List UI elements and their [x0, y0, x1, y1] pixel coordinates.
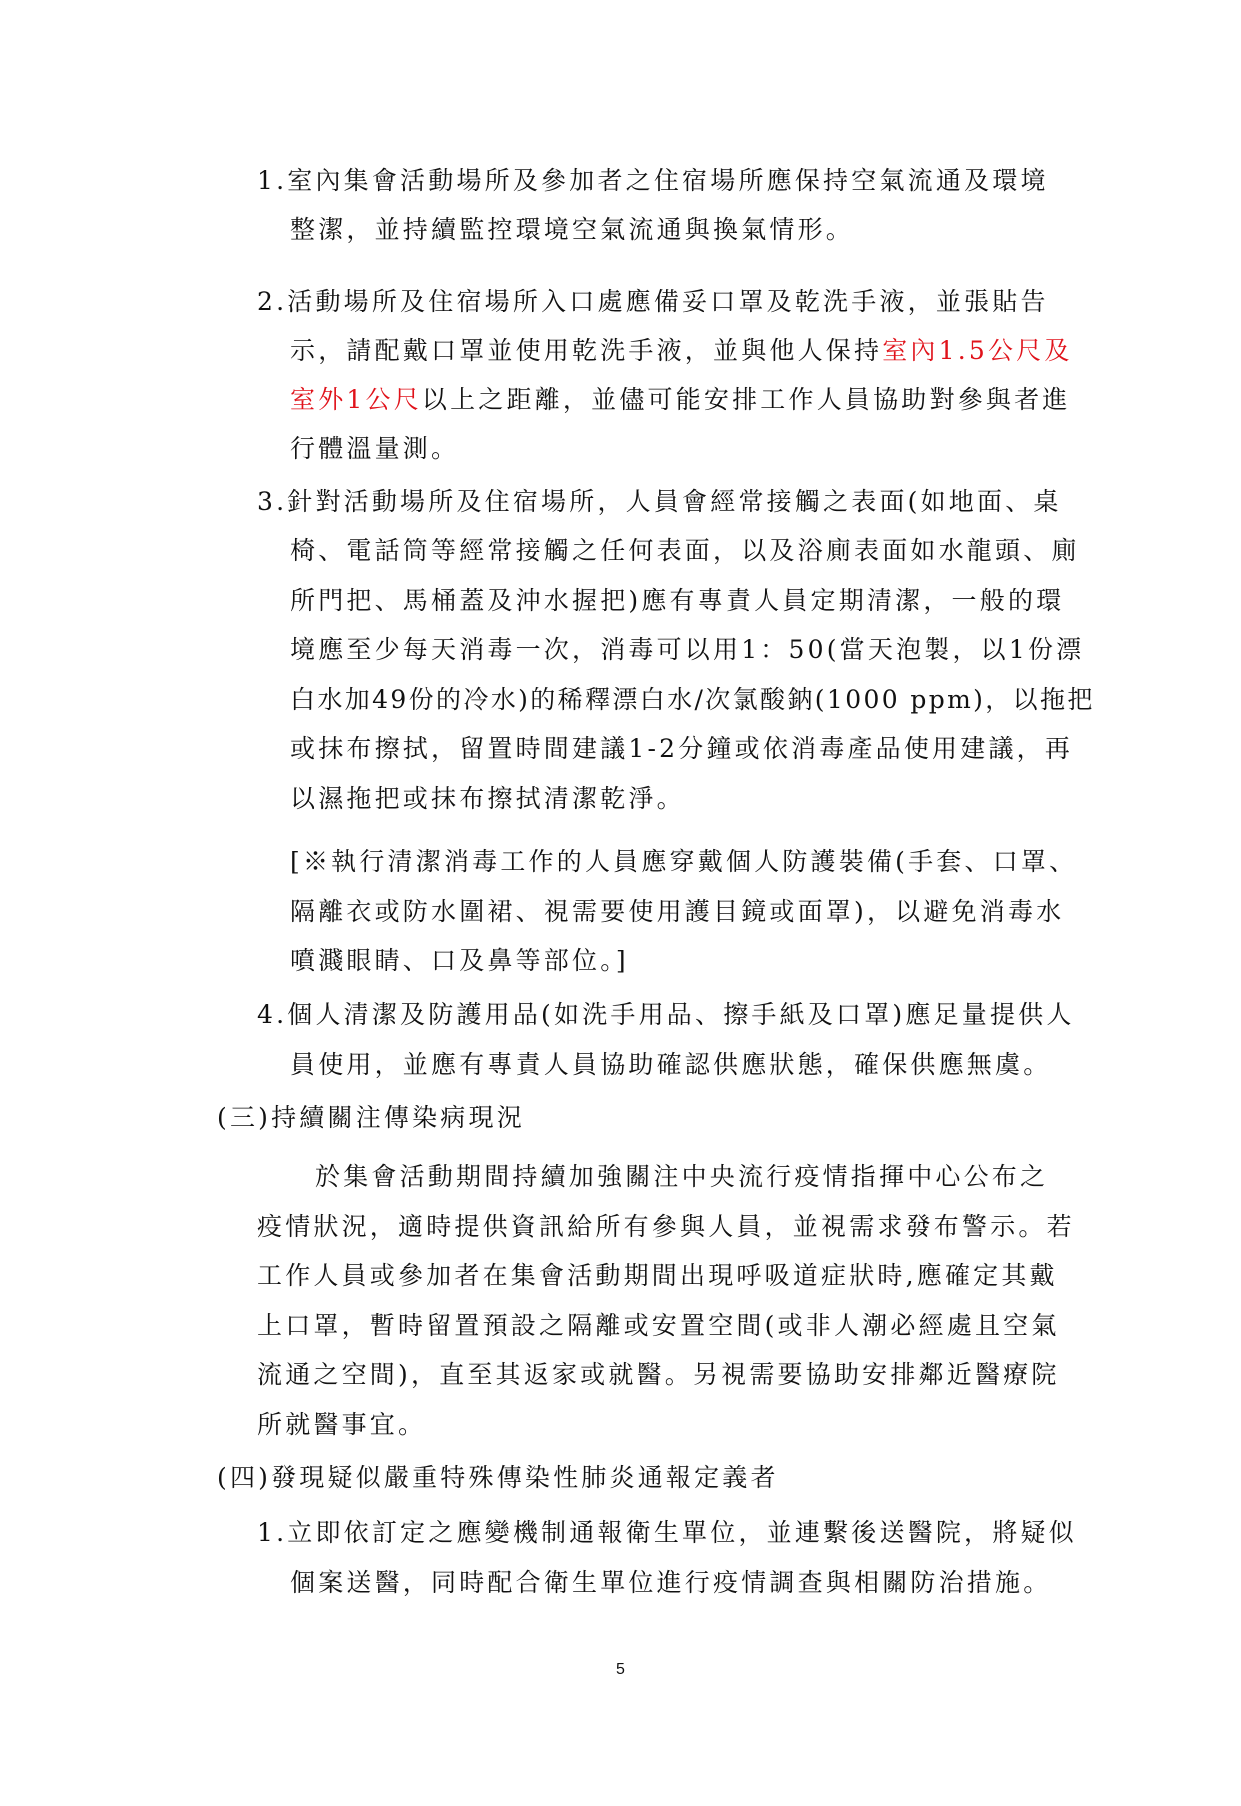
- distance-indoor-highlight: 室內1.5公尺及: [882, 336, 1073, 365]
- section-3-para-line-6: 所就醫事宜。: [257, 1410, 427, 1439]
- item-1-line-1: 1.室內集會活動場所及參加者之住宿場所應保持空氣流通及環境: [257, 166, 1049, 195]
- item-3-line-5: 白水加49份的冷水)的稀釋漂白水/次氯酸鈉(1000 ppm)，以拖把: [290, 685, 1095, 714]
- note-line-1: [※執行清潔消毒工作的人員應穿戴個人防護裝備(手套、口罩、: [290, 847, 1078, 876]
- item-3-line-6: 或抹布擦拭，留置時間建議1-2分鐘或依消毒產品使用建議，再: [290, 734, 1074, 763]
- item-3-line-2: 椅、電話筒等經常接觸之任何表面，以及浴廁表面如水龍頭、廁: [290, 536, 1080, 565]
- note-line-2: 隔離衣或防水圍裙、視需要使用護目鏡或面罩)，以避免消毒水: [290, 897, 1065, 926]
- item-2-line-4: 行體溫量測。: [290, 434, 460, 463]
- item-3-line-7: 以濕拖把或抹布擦拭清潔乾淨。: [290, 784, 685, 813]
- item-3-line-4: 境應至少每天消毒一次，消毒可以用1：50(當天泡製，以1份漂: [290, 635, 1085, 664]
- section-3-para-line-3: 工作人員或參加者在集會活動期間出現呼吸道症狀時,應確定其戴: [257, 1261, 1058, 1290]
- section-3-heading: (三)持續關注傳染病現況: [217, 1103, 525, 1132]
- item-2-line-1: 2.活動場所及住宿場所入口處應備妥口罩及乾洗手液，並張貼告: [257, 287, 1049, 316]
- item-3-line-3: 所門把、馬桶蓋及沖水握把)應有專責人員定期清潔，一般的環: [290, 586, 1065, 615]
- item-4-line-2: 員使用，並應有專責人員協助確認供應狀態，確保供應無虞。: [290, 1050, 1052, 1079]
- item-3-line-1: 3.針對活動場所及住宿場所，人員會經常接觸之表面(如地面、桌: [257, 487, 1062, 516]
- item-2-text: 示，請配戴口罩並使用乾洗手液，並與他人保持: [290, 336, 883, 365]
- note-line-3: 噴濺眼睛、口及鼻等部位。]: [290, 946, 629, 975]
- item-4-line-1: 4.個人清潔及防護用品(如洗手用品、擦手紙及口罩)應足量提供人: [257, 1000, 1075, 1029]
- item-2-line-3: [290, 380, 1071, 420]
- section-3-para-line-2: 疫情狀況，適時提供資訊給所有參與人員，並視需求發布警示。若: [257, 1212, 1075, 1241]
- item-1-line-2: 整潔，並持續監控環境空氣流通與換氣情形。: [290, 215, 855, 244]
- distance-outdoor-highlight: 室外1公尺: [290, 385, 422, 414]
- item-2-line-2: [290, 331, 1073, 371]
- section-4-item-1-line-1: 1.立即依訂定之應變機制通報衛生單位，並連繫後送醫院，將疑似: [257, 1518, 1077, 1547]
- section-4-heading: (四)發現疑似嚴重特殊傳染性肺炎通報定義者: [217, 1463, 779, 1492]
- section-3-para-line-1: 於集會活動期間持續加強關注中央流行疫情指揮中心公布之: [315, 1162, 1049, 1191]
- section-3-para-line-4: 上口罩，暫時留置預設之隔離或安置空間(或非人潮必經處且空氣: [257, 1311, 1060, 1340]
- page-number: 5: [616, 1661, 625, 1678]
- item-2-text-cont: 以上之距離，並儘可能安排工作人員協助對參與者進: [421, 385, 1071, 414]
- section-4-item-1-line-2: 個案送醫，同時配合衛生單位進行疫情調查與相關防治措施。: [290, 1568, 1052, 1597]
- section-3-para-line-5: 流通之空間)，直至其返家或就醫。另視需要協助安排鄰近醫療院: [257, 1360, 1060, 1389]
